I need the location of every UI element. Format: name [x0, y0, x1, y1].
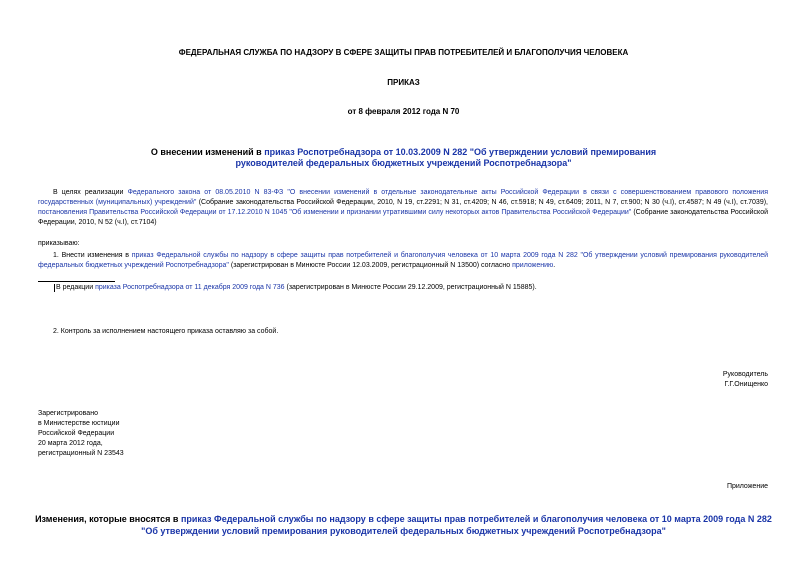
preamble-paragraph [38, 188, 768, 228]
appendix-order-title-link[interactable]: "Об утверждении условий премирования руководителей федеральных бюджетных учреждений Роспотребнадзора" [141, 526, 666, 536]
preamble-tail: (Собрание законодательства Российской Федерации, 2010, N 52 (ч.I), ст.7104) [38, 209, 769, 226]
edition-note [56, 283, 537, 293]
registration-line-5: регистрационный N 23543 [38, 450, 124, 457]
footnote-divider [38, 281, 115, 282]
appendix-label: Приложение [726, 483, 768, 490]
federal-law-link[interactable]: Федерального закона от 08.05.2010 N 83-ФЗ "О внесении изменений в отдельные законодательные акты Российской Федерации в связи с совершенствованием правового положения государственных (муниципальных) учреждений" [38, 189, 768, 206]
signature-name: Г.Г.Онищенко [724, 381, 768, 388]
preamble-lead: В целях реализации [53, 189, 128, 196]
item-1-tail: . [553, 262, 556, 269]
item-2-paragraph: 2. Контроль за исполнением настоящего приказа оставляю за собой. [53, 328, 279, 335]
order-word: приказываю: [38, 240, 80, 247]
order-date: от 8 февраля 2012 года N 70 [347, 107, 460, 116]
note-lead: В редакции [56, 284, 96, 291]
doc-type-heading: ПРИКАЗ [387, 78, 420, 87]
registration-line-4: 20 марта 2012 года, [38, 440, 103, 447]
registration-line-2: в Министерстве юстиции [38, 420, 120, 427]
appendix-order-link[interactable]: приказ Федеральной службы по надзору в сфере защиты прав потребителей и благополучия человека от 10 марта 2009 года N 282 [180, 514, 772, 524]
item-1-paragraph [38, 251, 768, 271]
appendix-title [0, 513, 807, 537]
order-282-link[interactable]: приказ Федеральной службы по надзору в сфере защиты прав потребителей и благополучия человека от 10 марта 2009 года N 282 "Об утверждении условий премирования руководителей федеральных бюджетных учреждений Роспотребнадзора" [38, 252, 768, 269]
note-tail: (зарегистрирован в Минюсте России 29.12.2009, регистрационный N 15885). [284, 284, 537, 291]
signature-position: Руководитель [722, 371, 768, 378]
agency-heading: ФЕДЕРАЛЬНАЯ СЛУЖБА ПО НАДЗОРУ В СФЕРЕ ЗАЩИТЫ ПРАВ ПОТРЕБИТЕЛЕЙ И БЛАГОПОЛУЧИЯ ЧЕЛОВЕКА [178, 48, 629, 57]
order-736-link[interactable]: приказа Роспотребнадзора от 11 декабря 2009 года N 736 [95, 284, 285, 291]
preamble-mid: (Собрание законодательства Российской Федерации, 2010, N 19, ст.2291; N 31, ст.4209; N 46, ст.5918; N 49, ст.6409; 2011, N 7, ст.900; N 30 (ч.I), ст.4587; N 49 (ч.I), ст.7039), [196, 199, 768, 206]
appendix-link[interactable]: приложению [512, 262, 554, 269]
registration-line-3: Российской Федерации [38, 430, 115, 437]
document-title [150, 147, 657, 169]
registration-block [38, 409, 124, 459]
item-1-lead: 1. Внести изменения в [53, 252, 132, 259]
appendix-title-prefix: Изменения, которые вносятся в [35, 514, 181, 524]
appendix-title-line-1 [0, 513, 807, 525]
title-prefix: О внесении изменений в [150, 147, 265, 157]
appendix-title-line-2 [0, 525, 807, 537]
title-link[interactable]: приказ Роспотребнадзора от 10.03.2009 N 282 "Об утверждении условий премирования руководителей федеральных бюджетных учреждений Роспотребнадзора" [235, 147, 657, 168]
government-decree-link[interactable]: постановления Правительства Российской Федерации от 17.12.2010 N 1045 "Об изменении и признании утратившими силу некоторых актов Правительства Российской Федерации" [38, 209, 632, 216]
registration-line-1: Зарегистрировано [38, 410, 98, 417]
item-1-mid: (зарегистрирован в Минюсте России 12.03.2009, регистрационный N 13500) согласно [228, 262, 513, 269]
note-marker [54, 284, 55, 292]
